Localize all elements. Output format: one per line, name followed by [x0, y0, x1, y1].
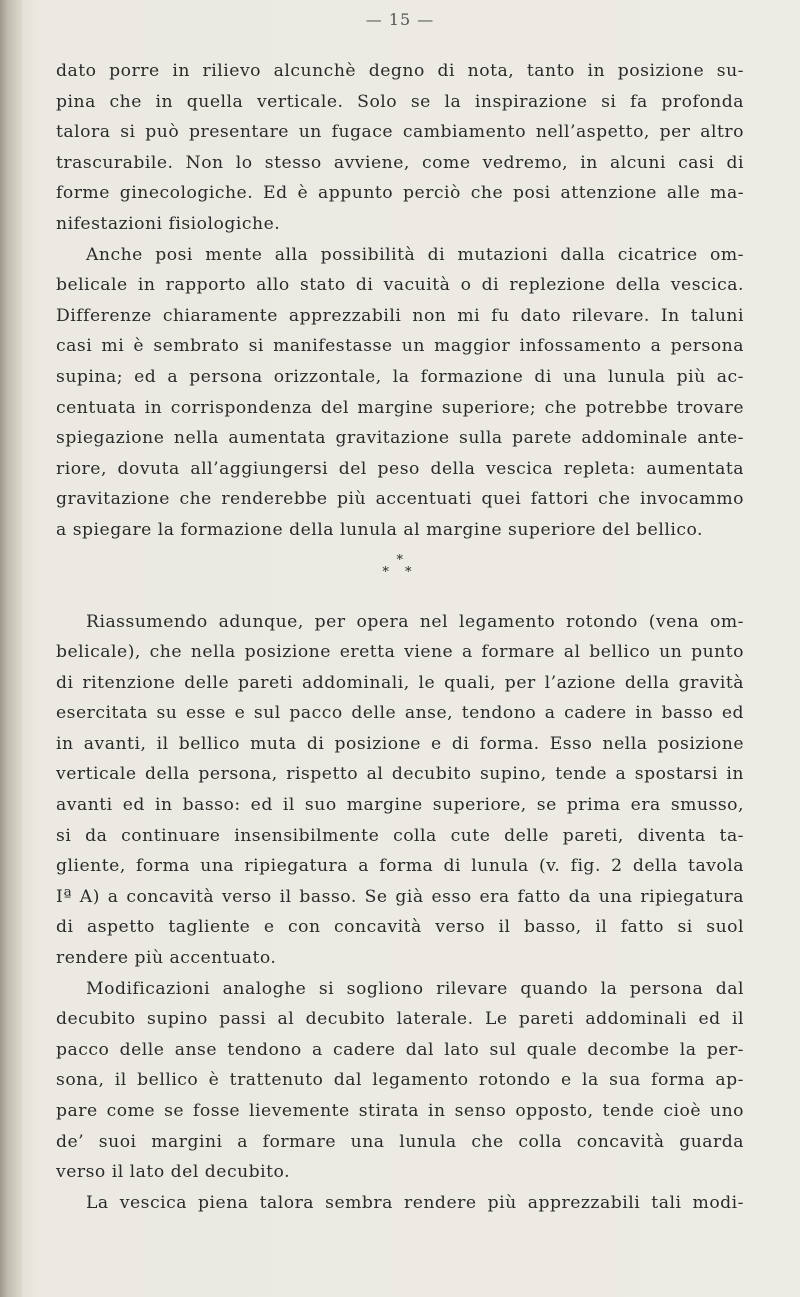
text-line: talora si può presentare un fugace cambiamento nell’aspetto, per altro	[56, 122, 744, 143]
text-line: sona, il bellico è trattenuto dal legamento rotondo e la sua forma ap-	[56, 1070, 744, 1091]
page-number: — 15 —	[365, 10, 435, 29]
text-line: spiegazione nella aumentata gravitazione sulla parete addominale ante-	[56, 428, 744, 449]
paragraph	[56, 56, 744, 240]
text-line: trascurabile. Non lo stesso avviene, come vedremo, in alcuni casi di	[56, 152, 744, 173]
asterism-separator	[56, 546, 744, 607]
text-line: rendere più accentuato.	[56, 948, 277, 969]
text-line: nifestazioni fisiologiche.	[56, 213, 281, 234]
text-line: verticale della persona, rispetto al decubito supino, tende a spostarsi in	[56, 764, 744, 785]
text-line: di ritenzione delle pareti addominali, le quali, per l’azione della gravità	[56, 672, 744, 693]
text-line: si da continuare insensibilmente colla cute delle pareti, diventa ta-	[56, 825, 744, 846]
text-line: di aspetto tagliente e con concavità verso il basso, il fatto si suol	[56, 917, 744, 938]
text-line: decubito supino passi al decubito laterale. Le pareti addominali ed il	[56, 1009, 744, 1030]
text-line: pare come se fosse lievemente stirata in senso opposto, tende cioè uno	[56, 1101, 744, 1121]
text-line: Differenze chiaramente apprezzabili non mi fu dato rilevare. In taluni	[56, 305, 744, 326]
text-line: centuata in corrispondenza del margine superiore; che potrebbe trovare	[56, 397, 744, 418]
book-spine-shadow	[0, 0, 22, 1297]
text-line: casi mi è sembrato si manifestasse un maggior infossamento a persona	[56, 336, 744, 357]
text-line: Riassumendo adunque, per opera nel legamento rotondo (vena om-	[86, 611, 744, 632]
text-line: Iª A) a concavità verso il basso. Se già esso era fatto da una ripiegatura	[56, 886, 744, 907]
asterism-bottom: * *	[382, 564, 418, 580]
text-line: esercitata su esse e sul pacco delle anse, tendono a cadere in basso ed	[56, 703, 744, 724]
text-line: avanti ed in basso: ed il suo margine superiore, se prima era smusso,	[56, 795, 744, 816]
paragraph	[56, 240, 744, 546]
asterism-top: *	[396, 552, 404, 568]
paragraph	[56, 607, 744, 974]
text-line: supina; ed a persona orizzontale, la formazione di una lunula più ac-	[56, 366, 744, 387]
body-text	[56, 56, 744, 1218]
text-line: La vescica piena talora sembra rendere più apprezzabili tali modi-	[86, 1192, 744, 1213]
text-line: gliente, forma una ripiegatura a forma di lunula (v. fig. 2 della tavola	[56, 856, 744, 877]
text-line: Anche posi mente alla possibilità di mutazioni dalla cicatrice om-	[86, 244, 744, 265]
paragraph	[56, 1188, 744, 1219]
paragraph	[56, 974, 744, 1188]
text-line: a spiegare la formazione della lunula al margine superiore del bellico.	[56, 519, 703, 540]
text-line: belicale in rapporto allo stato di vacuità o di replezione della vescica.	[56, 275, 744, 296]
text-line: Modificazioni analoghe si sogliono rilevare quando la persona dal	[86, 978, 744, 999]
text-line: pacco delle anse tendono a cadere dal lato sul quale decombe la per-	[56, 1039, 744, 1060]
text-line: de’ suoi margini a formare una lunula che colla concavità guarda	[56, 1131, 744, 1152]
text-line: dato porre in rilievo alcunchè degno di nota, tanto in posizione su-	[56, 61, 744, 81]
text-line: verso il lato del decubito.	[56, 1162, 291, 1183]
text-line: in avanti, il bellico muta di posizione e di forma. Esso nella posizione	[56, 733, 744, 754]
text-line: pina che in quella verticale. Solo se la inspirazione si fa profonda	[56, 91, 744, 112]
text-line: riore, dovuta all’aggiungersi del peso della vescica repleta: aumentata	[56, 458, 744, 479]
text-line: forme ginecologiche. Ed è appunto perciò che posi attenzione alle ma-	[56, 183, 744, 204]
text-line: belicale), che nella posizione eretta viene a formare al bellico un punto	[56, 642, 744, 663]
text-line: gravitazione che renderebbe più accentuati quei fattori che invocammo	[56, 489, 744, 510]
